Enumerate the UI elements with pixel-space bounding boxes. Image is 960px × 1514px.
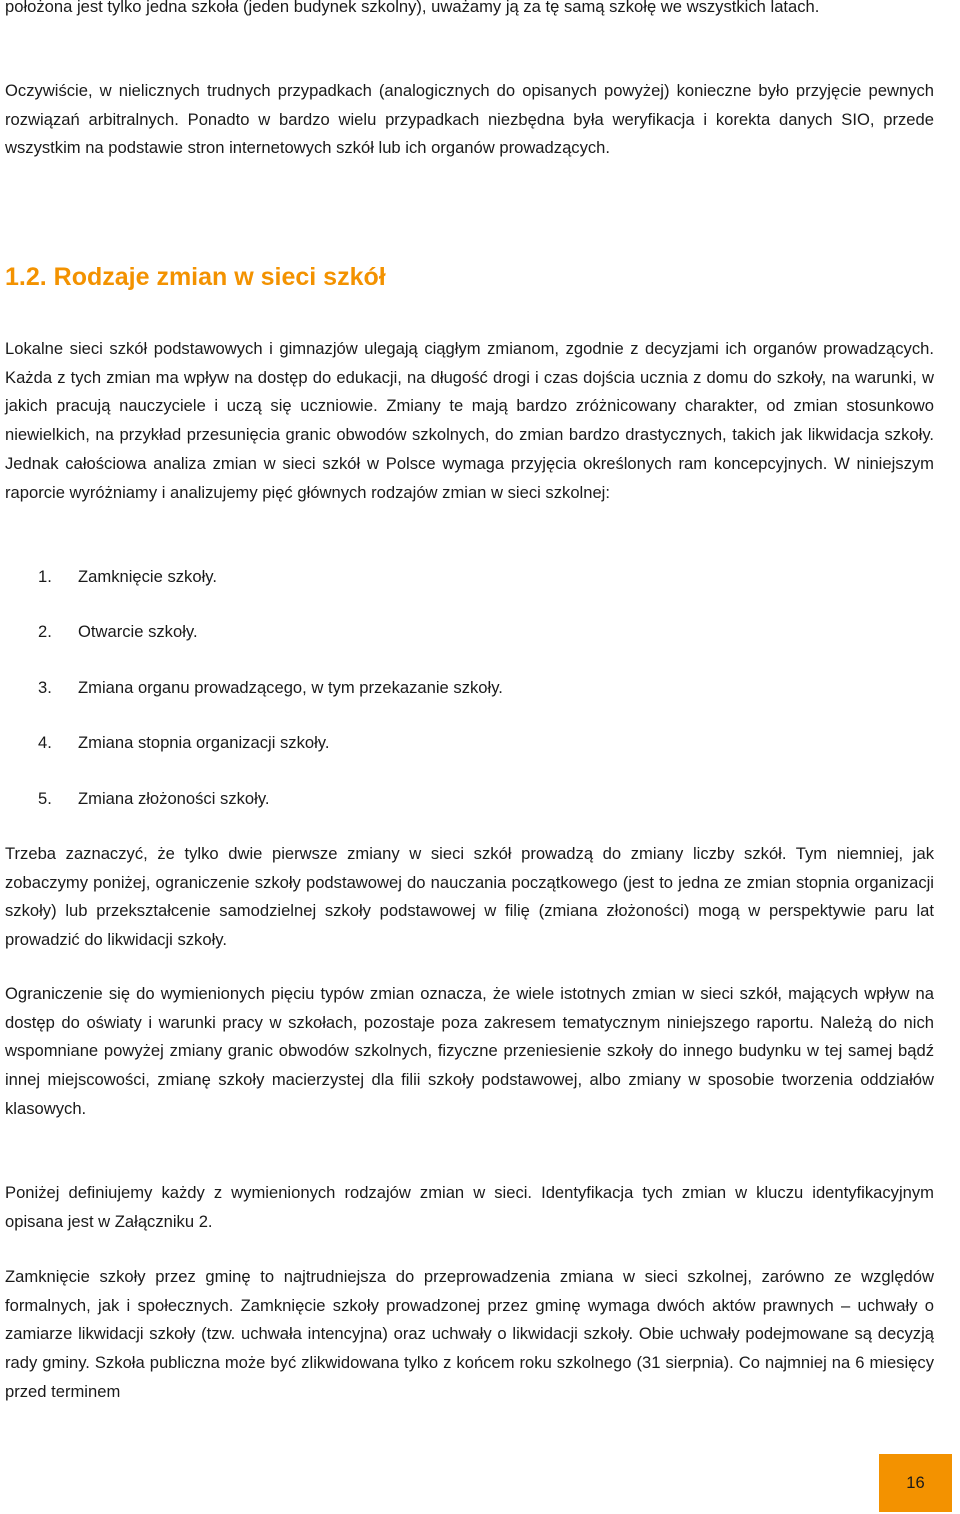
list-item-text: Zmiana organu prowadzącego, w tym przekazanie szkoły. <box>78 678 503 697</box>
list-item-number: 3. <box>38 678 52 697</box>
list-item-text: Zmiana złożoności szkoły. <box>78 789 270 808</box>
list-item <box>38 563 217 591</box>
paragraph-arbitrary-solutions: Oczywiście, w nielicznych trudnych przypadkach (analogicznych do opisanych powyżej) konieczne było przyjęcie pewnych rozwiązań arbitralnych. Ponadto w bardzo wielu przypadkach niezbędna była weryfikacja i korekta danych SIO, przede wszystkim na podstawie stron internetowych szkół lub ich organów prowadzących. <box>5 81 934 158</box>
list-item <box>38 729 329 757</box>
list-item-number: 4. <box>38 733 52 752</box>
page-number-badge <box>879 1454 952 1512</box>
list-item-text: Zamknięcie szkoły. <box>78 567 217 586</box>
list-item-text: Otwarcie szkoły. <box>78 622 198 641</box>
list-item <box>38 618 198 646</box>
list-item-number: 1. <box>38 567 52 586</box>
page-number: 16 <box>906 1473 925 1492</box>
list-item-number: 5. <box>38 789 52 808</box>
section-heading: 1.2. Rodzaje zmian w sieci szkół <box>5 263 386 291</box>
paragraph-school-count: Trzeba zaznaczyć, że tylko dwie pierwsze zmiany w sieci szkół prowadzą do zmiany liczby szkół. Tym niemniej, jak zobaczymy poniżej, ograniczenie szkoły podstawowej do nauczania początkowego (jest to jedna ze zmian stopnia organizacji szkoły) lub przekształcenie samodzielnej szkoły podstawowej w filię (zmiana złożoności) mogą w perspektywie paru lat prowadzić do likwidacji szkoły. <box>5 844 934 950</box>
paragraph-scope-limitation: Ograniczenie się do wymienionych pięciu typów zmian oznacza, że wiele istotnych zmian w sieci szkół, mających wpływ na dostęp do oświaty i warunki pracy w szkołach, pozostaje poza zakresem tematycznym niniejszego raportu. Należą do nich wspomniane powyżej zmiany granic obwodów szkolnych, fizyczne przeniesienie szkoły do innego budynku w tej samej bądź innej miejscowości, zmianę szkoły macierzystej dla filii szkoły podstawowej, albo zmiany w sposobie tworzenia oddziałów klasowych. <box>5 984 934 1118</box>
paragraph-intro-continuation: położona jest tylko jedna szkoła (jeden budynek szkolny), uważamy ją za tę samą szkołę we wszystkich latach. <box>5 0 820 16</box>
paragraph-network-changes: Lokalne sieci szkół podstawowych i gimnazjów ulegają ciągłym zmianom, zgodnie z decyzjami ich organów prowadzących. Każda z tych zmian ma wpływ na dostęp do edukacji, na długość drogi i czas dojścia ucznia z domu do szkoły, na warunki, w jakich pracują nauczyciele i uczą się uczniowie. Zmiany te mają bardzo zróżnicowany charakter, od zmian stosunkowo niewielkich, na przykład przesunięcia granic obwodów szkolnych, do zmian bardzo drastycznych, takich jak likwidacja szkoły. Jednak całościowa analiza zmian w sieci szkół w Polsce wymaga przyjęcia określonych ram koncepcyjnych. W niniejszym raporcie wyróżniamy i analizujemy pięć głównych rodzajów zmian w sieci szkolnej: <box>5 339 934 502</box>
list-item <box>38 674 503 702</box>
paragraph-school-closure: Zamknięcie szkoły przez gminę to najtrudniejsza do przeprowadzenia zmiana w sieci szkolnej, zarówno ze względów formalnych, jak i społecznych. Zamknięcie szkoły prowadzonej przez gminę wymaga dwóch aktów prawnych – uchwały o zamiarze likwidacji szkoły (tzw. uchwała intencyjna) oraz uchwały o likwidacji szkoły. Obie uchwały podejmowane są decyzją rady gminy. Szkoła publiczna może być zlikwidowana tylko z końcem roku szkolnego (31 sierpnia). Co najmniej na 6 miesięcy przed terminem <box>5 1267 934 1401</box>
list-item <box>38 785 270 813</box>
list-item-text: Zmiana stopnia organizacji szkoły. <box>78 733 330 752</box>
list-item-number: 2. <box>38 622 52 641</box>
paragraph-definitions: Poniżej definiujemy każdy z wymienionych rodzajów zmian w sieci. Identyfikacja tych zmian w kluczu identyfikacyjnym opisana jest w Załączniku 2. <box>5 1183 934 1231</box>
